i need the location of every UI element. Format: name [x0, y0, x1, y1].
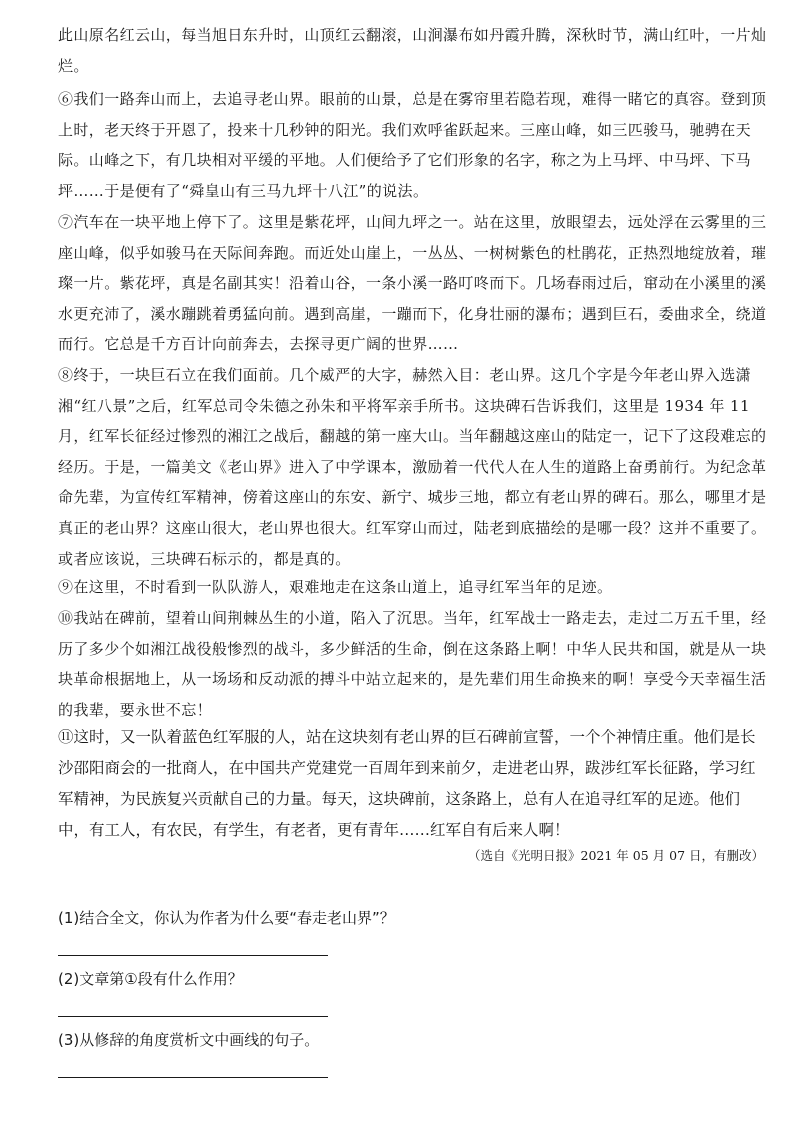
paragraph-11: ⑪这时，又一队着蓝色红军服的人，站在这块刻有老山界的巨石碑前宣誓，一个个神情庄重。他们是长沙邵阳商会的一批商人，在中国共产党建党一百周年到来前夕，走进老山界，跋涉红军长征路，学习红军精神，为民族复兴贡献自己的力量。每天，这块碑前，这条路上，总有人在追寻红军的足迹。他们中，有工人，有农民，有学生，有老者，更有青年……红军自有后来人啊！	[58, 728, 756, 839]
paragraph-5-continuation: 此山原名红云山，每当旭日东升时，山顶红云翻滚，山涧瀑布如丹霞升腾，深秋时节，满山红叶，一片灿烂。	[58, 26, 767, 75]
answer-line-3[interactable]	[58, 1077, 328, 1078]
source-citation: （选自《光明日报》2021 年 05 月 07 日，有删改）	[468, 848, 764, 863]
question-1: (1)结合全文，你认为作者为什么要“春走老山界”？	[58, 909, 395, 927]
paragraph-9: ⑨在这里，不时看到一队队游人，艰难地走在这条山道上，追寻红军当年的足迹。	[58, 578, 613, 596]
paragraph-10: ⑩我站在碑前，望着山间荆棘丛生的小道，陷入了沉思。当年，红军战士一路走去，走过二万五千里，经历了多少个如湘江战役般惨烈的战斗，多少鲜活的生命，倒在这条路上啊！中华人民共和国，就是从一块块革命根据地上，从一场场和反动派的搏斗中站立起来的，是先辈们用生命换来的啊！享受今天幸福生活的我辈，要永世不忘！	[58, 609, 767, 719]
question-2: (2)文章第①段有什么作用？	[58, 970, 243, 988]
answer-line-2[interactable]	[58, 1016, 328, 1017]
paragraph-7: ⑦汽车在一块平地上停下了。这里是紫花坪，山间九坪之一。站在这里，放眼望去，远处浮在云雾里的三座山峰，似乎如骏马在天际间奔跑。而近处山崖上，一丛丛、一树树紫色的杜鹃花，正热烈地绽放着，璀璨一片。紫花坪，真是名副其实！沿着山谷，一条小溪一路叮咚而下。几场春雨过后，窜动在小溪里的溪水更充沛了，溪水蹦跳着勇猛向前。遇到高崖，一蹦而下，化身壮丽的瀑布；遇到巨石，委曲求全，绕道而行。它总是千方百计向前奔去，去探寻更广阔的世界……	[58, 213, 767, 354]
answer-line-1[interactable]	[58, 955, 328, 956]
question-3: (3)从修辞的角度赏析文中画线的句子。	[58, 1031, 320, 1049]
paragraph-6: ⑥我们一路奔山而上，去追寻老山界。眼前的山景，总是在雾帘里若隐若现，难得一睹它的真容。登到顶上时，老天终于开恩了，投来十几秒钟的阳光。我们欢呼雀跃起来。三座山峰，如三匹骏马，驰骋在天际。山峰之下，有几块相对平缓的平地。人们便给予了它们形象的名字，称之为上马坪、中马坪、下马坪……于是便有了“舜皇山有三马九坪十八江”的说法。	[58, 90, 767, 200]
paragraph-8: ⑧终于，一块巨石立在我们面前。几个威严的大字，赫然入目：老山界。这几个字是今年老山界入选潇湘“红八景”之后，红军总司令朱德之孙朱和平将军亲手所书。这块碑石告诉我们，这里是 1934 年 11 月，红军长征经过惨烈的湘江之战后，翻越的第一座大山。当年翻越这座山的陆定一，记下了这段难忘的经历。于是，一篇美文《老山界》进入了中学课本，激励着一代代人在人生的道路上奋勇前行。为纪念革命先辈，为宣传红军精神，傍着这座山的东安、新宁、城步三地，都立有老山界的碑石。那么，哪里才是真正的老山界？这座山很大，老山界也很大。红军穿山而过，陆老到底描绘的是哪一段？这并不重要了。或者应该说，三块碑石标示的，都是真的。	[58, 366, 767, 568]
